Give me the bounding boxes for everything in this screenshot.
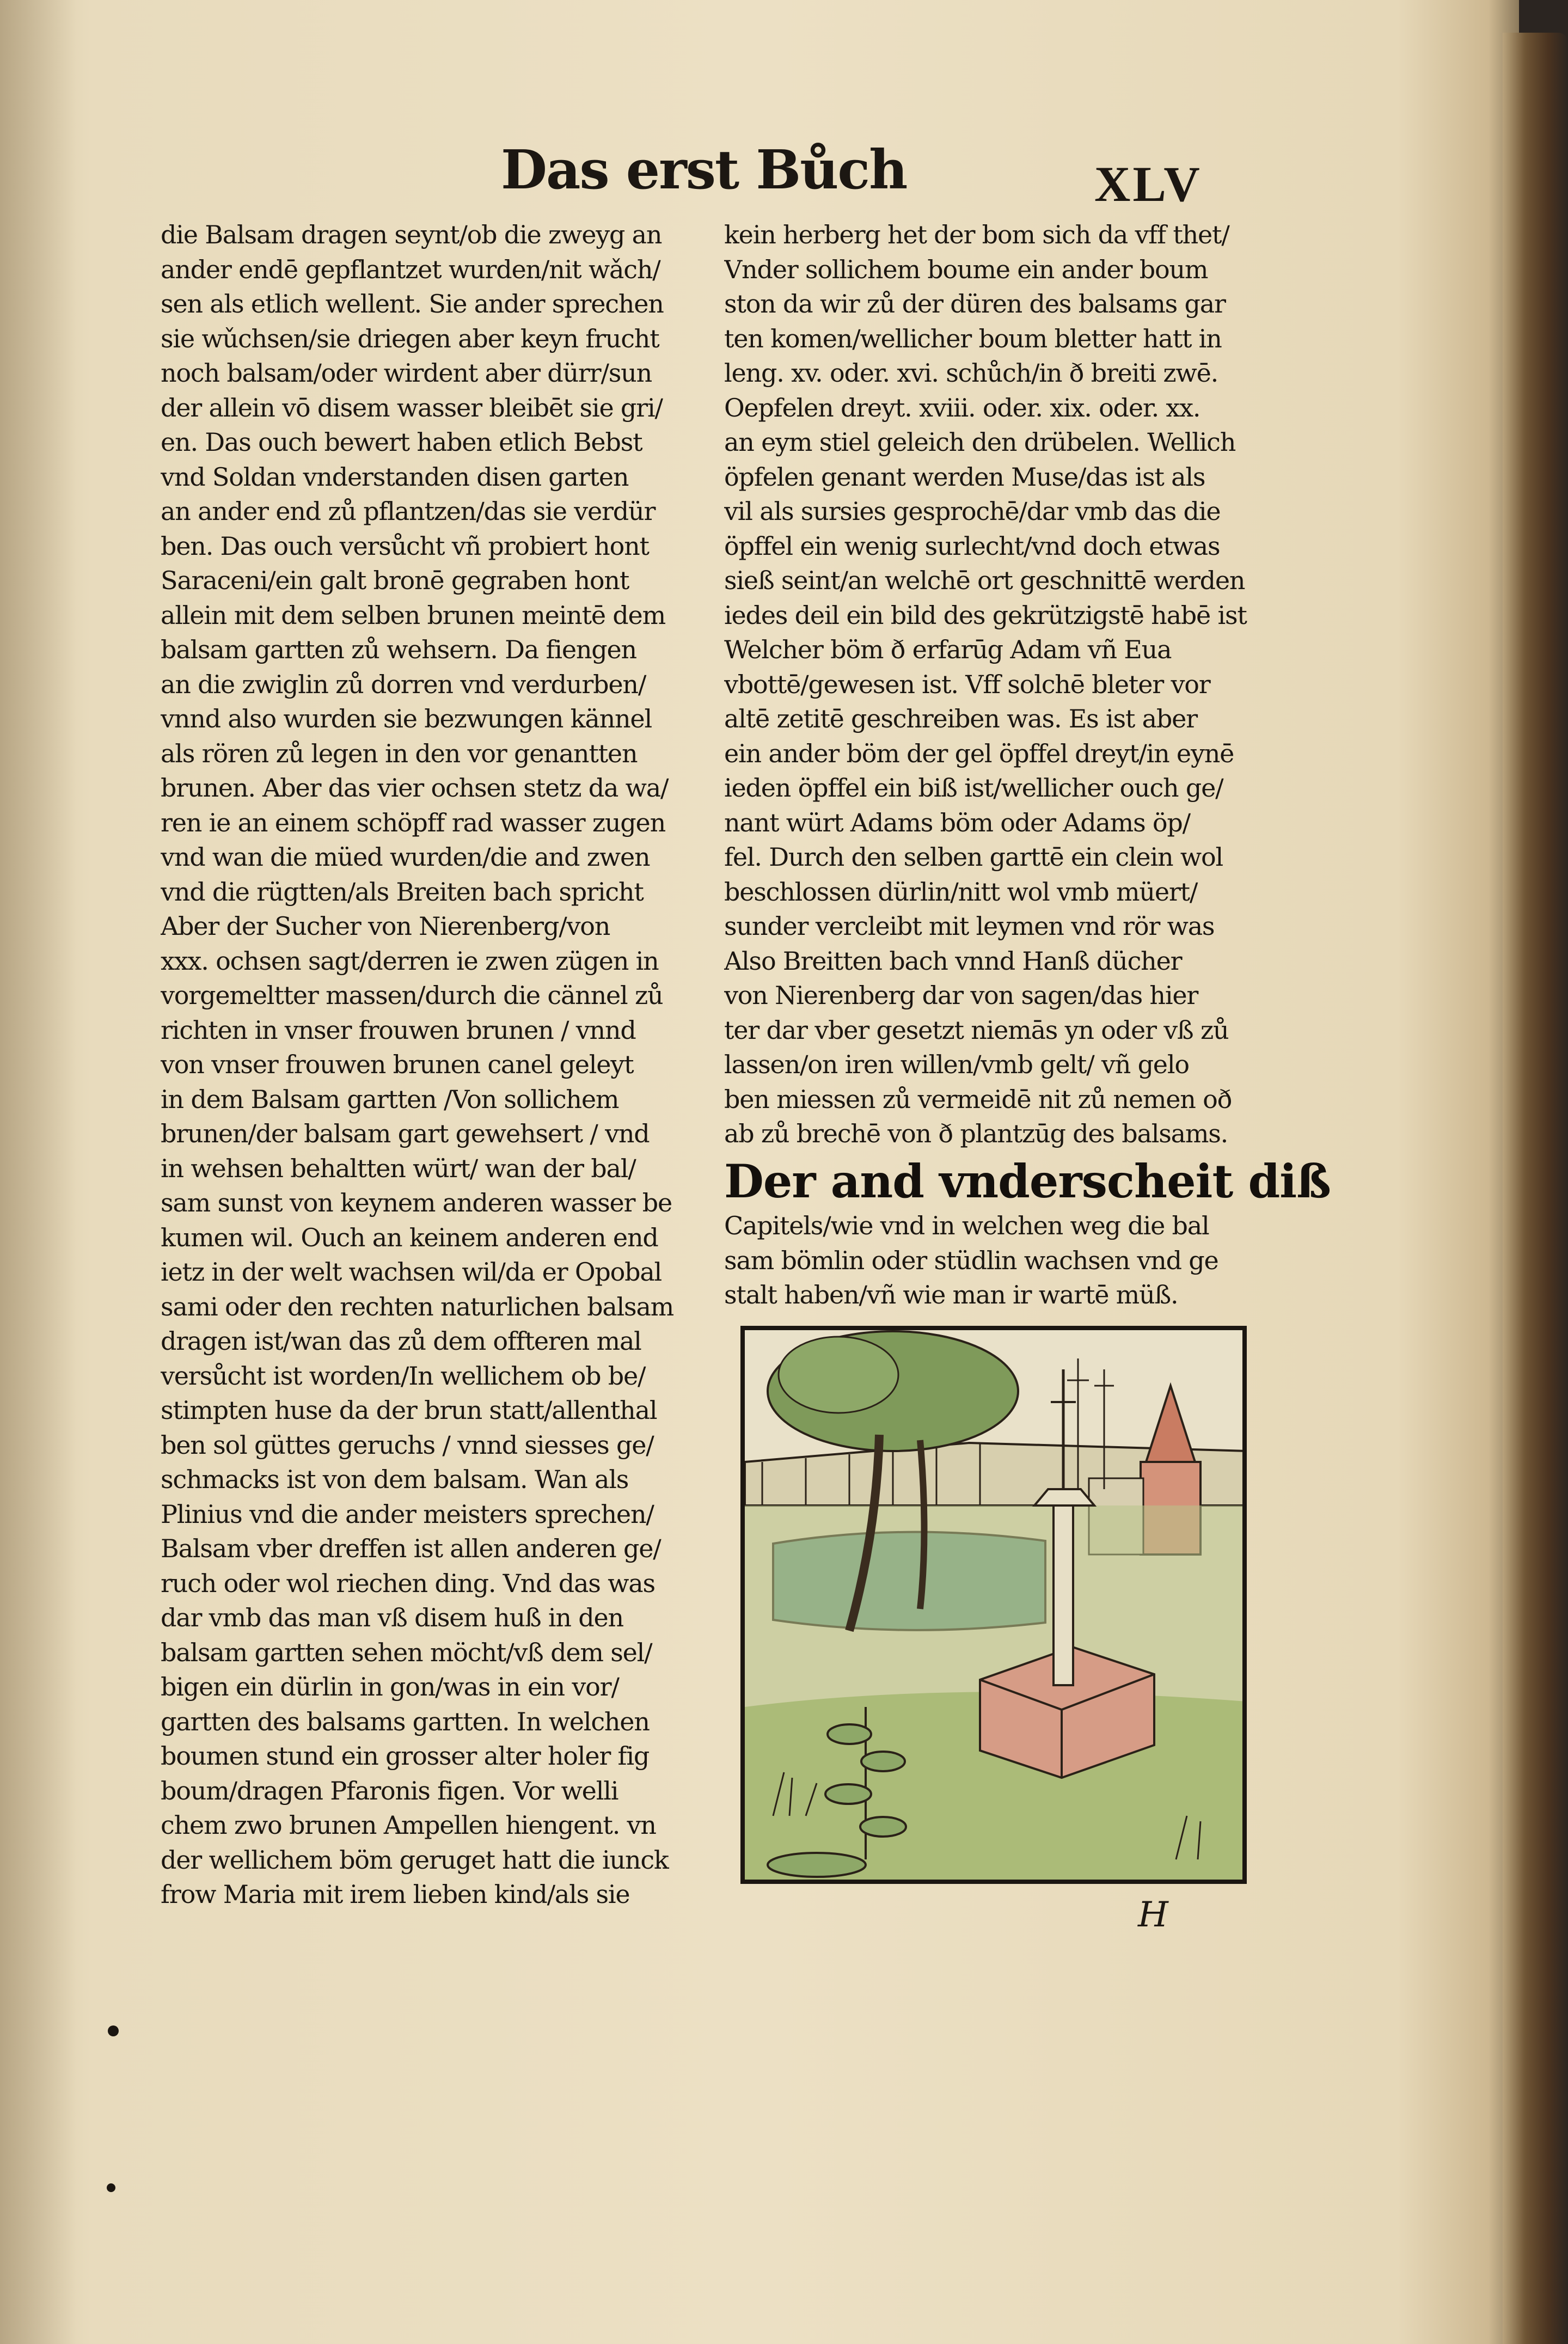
text-line: boum/dragen Pfaronis figen. Vor welli <box>161 1776 618 1806</box>
text-line: als rören zů legen in den vor genantten <box>161 738 638 768</box>
folio-number: XLV <box>1094 156 1202 212</box>
text-line: ter dar vber gesetzt niemās yn oder vß zů <box>724 1015 1229 1045</box>
chapter-subheading: Der and vnderscheit diß <box>724 1154 1331 1208</box>
text-line: der allein vō disem wasser bleibēt sie gri/ <box>161 393 663 423</box>
text-line: die Balsam dragen seynt/ob die zweyg an <box>161 220 662 249</box>
text-line: nant würt Adams böm oder Adams öp/ <box>724 807 1190 837</box>
text-line: bigen ein dürlin in gon/was in ein vor/ <box>161 1672 619 1702</box>
text-line: versůcht ist worden/In wellichem ob be/ <box>161 1361 646 1391</box>
text-line: Welcher böm ð erfarūg Adam vñ Eua <box>724 635 1172 664</box>
ink-dot <box>108 2025 119 2036</box>
text-line: gartten des balsams gartten. In welchen <box>161 1706 650 1736</box>
text-line: frow Maria mit irem lieben kind/als sie <box>161 1880 630 1909</box>
text-line: ben. Das ouch versůcht vñ probiert hont <box>161 531 649 561</box>
text-line: von Nierenberg dar von sagen/das hier <box>724 981 1198 1010</box>
text-line: ruch oder wol riechen ding. Vnd das was <box>161 1568 655 1598</box>
text-line: ab zů brechē von ð plantzūg des balsams. <box>724 1119 1228 1148</box>
text-line: balsam gartten zů wehsern. Da fiengen <box>161 635 636 664</box>
text-line: ten komen/wellicher boum bletter hatt in <box>724 323 1222 353</box>
text-line: Aber der Sucher von Nierenberg/von <box>161 911 610 941</box>
text-line: allein mit dem selben brunen meintē dem <box>161 600 665 630</box>
text-line: xxx. ochsen sagt/derren ie zwen zügen in <box>161 946 659 976</box>
text-line: noch balsam/oder wirdent aber dürr/sun <box>161 358 652 388</box>
text-line: vbottē/gewesen ist. Vff solchē bleter vor <box>724 669 1210 699</box>
text-line: sami oder den rechten naturlichen balsam <box>161 1292 674 1321</box>
text-line: schmacks ist von dem balsam. Wan als <box>161 1465 629 1494</box>
text-line: vnd Soldan vnderstanden disen garten <box>161 462 629 492</box>
text-line: ein ander böm der gel öpffel dreyt/in eynē <box>724 738 1234 768</box>
text-line: ren ie an einem schöpff rad wasser zugen <box>161 807 666 837</box>
text-line: der wellichem böm geruget hatt die iunck <box>161 1845 669 1875</box>
text-line: brunen. Aber das vier ochsen stetz da wa/ <box>161 773 669 803</box>
text-line: stimpten huse da der brun statt/allenthal <box>161 1396 657 1425</box>
text-line: sam bömlin oder stüdlin wachsen vnd ge <box>724 1245 1218 1275</box>
text-line: kein herberg het der bom sich da vff thet/ <box>724 220 1229 249</box>
ink-dot <box>107 2183 115 2192</box>
text-line: ston da wir zů der düren des balsams gar <box>724 289 1226 319</box>
text-line: brunen/der balsam gart gewehsert / vnd <box>161 1119 650 1148</box>
text-line: ander endē gepflantzet wurden/nit wǎch/ <box>161 254 660 284</box>
text-line: vil als sursies gesprochē/dar vmb das die <box>724 497 1221 526</box>
text-line: in dem Balsam gartten /Von sollichem <box>161 1084 619 1114</box>
text-line: balsam gartten sehen möcht/vß dem sel/ <box>161 1637 652 1667</box>
signature-mark: H <box>1138 1895 1168 1935</box>
text-line: sunder vercleibt mit leymen vnd rör was <box>724 911 1215 941</box>
text-line: stalt haben/vñ wie man ir wartē müß. <box>724 1280 1178 1309</box>
text-line: öpffel ein wenig surlecht/vnd doch etwas <box>724 531 1220 561</box>
text-line: ben sol güttes geruchs / vnnd siesses ge/ <box>161 1430 654 1460</box>
text-column-left <box>161 218 697 1912</box>
running-head: Das erst Bůch <box>501 139 907 201</box>
text-line: ben miessen zů vermeidē nit zů nemen oð <box>724 1084 1232 1114</box>
text-line: Plinius vnd die ander meisters sprechen/ <box>161 1499 654 1529</box>
text-line: en. Das ouch bewert haben etlich Bebst <box>161 427 642 457</box>
subheading-text <box>724 1209 1269 1313</box>
text-line: Oepfelen dreyt. xviii. oder. xix. oder. xx. <box>724 393 1200 423</box>
gutter-shadow <box>0 0 76 2344</box>
text-line: vorgemeltter massen/durch die cännel zů <box>161 981 663 1010</box>
text-line: sie wǔchsen/sie driegen aber keyn frucht <box>161 323 659 353</box>
text-line: beschlossen dürlin/nitt wol vmb müert/ <box>724 877 1198 907</box>
text-line: boumen stund ein grosser alter holer fig <box>161 1741 650 1771</box>
text-line: Vnder sollichem boume ein ander boum <box>724 254 1208 284</box>
text-line: an eym stiel geleich den drübelen. Wellich <box>724 427 1236 457</box>
text-line: Also Breitten bach vnnd Hanß dücher <box>724 946 1182 976</box>
text-line: sieß seint/an welchē ort geschnittē werden <box>724 566 1245 595</box>
text-column-right <box>724 218 1269 1152</box>
text-line: Capitels/wie vnd in welchen weg die bal <box>724 1211 1209 1240</box>
text-line: fel. Durch den selben garttē ein clein wol <box>724 842 1223 872</box>
text-line: iedes deil ein bild des gekrützigstē habē ist <box>724 600 1247 630</box>
text-line: leng. xv. oder. xvi. schůch/in ð breiti zwē. <box>724 358 1218 388</box>
text-line: Balsam vber dreffen ist allen anderen ge/ <box>161 1534 661 1563</box>
text-line: an die zwiglin zů dorren vnd verdurben/ <box>161 669 646 699</box>
page-edge <box>1503 33 1568 2344</box>
text-line: sam sunst von keynem anderen wasser be <box>161 1188 672 1217</box>
text-line: lassen/on iren willen/vmb gelt/ vñ gelo <box>724 1050 1189 1079</box>
text-line: öpfelen genant werden Muse/das ist als <box>724 462 1205 492</box>
text-line: kumen wil. Ouch an keinem anderen end <box>161 1222 658 1252</box>
text-line: vnd wan die müed wurden/die and zwen <box>161 842 650 872</box>
woodcut-illustration <box>740 1326 1247 1884</box>
text-line: Saraceni/ein galt bronē gegraben hont <box>161 566 629 595</box>
text-line: dragen ist/wan das zů dem offteren mal <box>161 1326 641 1356</box>
text-line: dar vmb das man vß disem huß in den <box>161 1603 623 1632</box>
text-line: in wehsen behaltten würt/ wan der bal/ <box>161 1153 636 1183</box>
text-line: ieden öpffel ein biß ist/wellicher ouch ge/ <box>724 773 1223 803</box>
text-line: altē zetitē geschreiben was. Es ist aber <box>724 704 1197 733</box>
text-line: ietz in der welt wachsen wil/da er Opobal <box>161 1257 662 1287</box>
text-line: vnd die rügtten/als Breiten bach spricht <box>161 877 644 907</box>
text-line: sen als etlich wellent. Sie ander sprechen <box>161 289 664 319</box>
text-line: richten in vnser frouwen brunen / vnnd <box>161 1015 636 1045</box>
text-line: chem zwo brunen Ampellen hiengent. vn <box>161 1810 656 1840</box>
text-line: an ander end zů pflantzen/das sie verdür <box>161 497 656 526</box>
text-line: von vnser frouwen brunen canel geleyt <box>161 1050 634 1079</box>
text-line: vnnd also wurden sie bezwungen kännel <box>161 704 652 733</box>
